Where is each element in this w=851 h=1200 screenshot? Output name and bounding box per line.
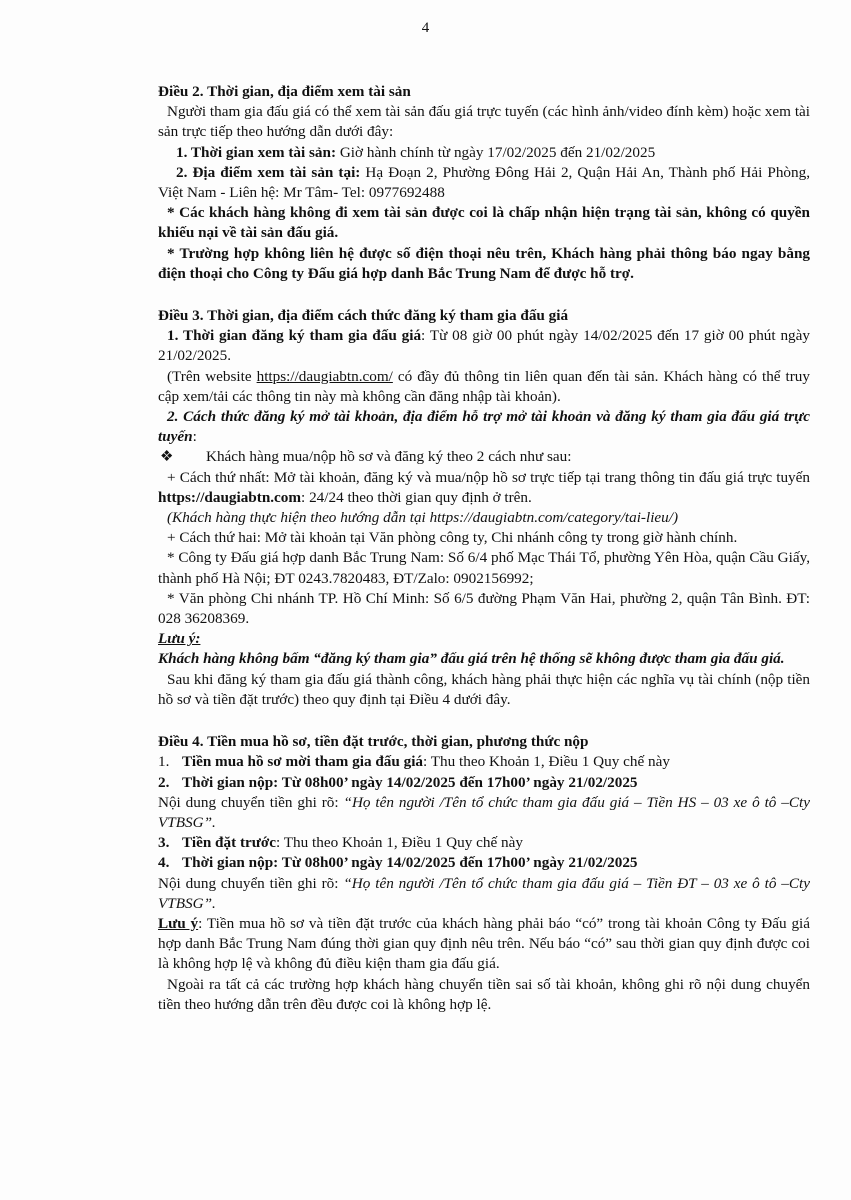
- article-3-note-label: Lưu ý:: [158, 630, 201, 648]
- article-4-note: Lưu ý: Tiền mua hồ sơ và tiền đặt trước của khách hàng phải báo “có” trong tài khoản Công ty Đấu giá hợp danh Bắc Trung Nam đúng thời gian quy định nêu trên. Nếu báo “có” sau thời gian quy định được coi là không hợp lệ và không đủ điều kiện tham gia đấu giá.: [158, 914, 810, 973]
- view-note-2: * Trường hợp không liên hệ được số điện thoại nêu trên, Khách hàng phải thông báo ngay bằng điện thoại cho Công ty Đấu giá hợp danh Bắc Trung Nam để được hỗ trợ.: [158, 244, 810, 282]
- article-3-heading: Điều 3. Thời gian, địa điểm cách thức đăng ký tham gia đấu giá: [158, 307, 569, 325]
- fee-item-1: 1. Tiền mua hồ sơ mời tham gia đấu giá: Thu theo Khoản 1, Điều 1 Quy chế này: [158, 753, 670, 771]
- fee-item-2-content: Nội dung chuyển tiền ghi rõ: “Họ tên người /Tên tổ chức tham gia đấu giá – Tiền HS – 03 xe ô tô –Cty VTBSG”.: [158, 793, 810, 831]
- fee-item-3: 3. Tiền đặt trước: Thu theo Khoản 1, Điều 1 Quy chế này: [158, 834, 523, 852]
- page-number: 4: [421, 20, 430, 36]
- registration-time: 1. Thời gian đăng ký tham gia đấu giá: Từ 08 giờ 00 phút ngày 14/02/2025 đến 17 giờ 00 phút ngày 21/02/2025.: [158, 327, 810, 365]
- fee-item-4-content: Nội dung chuyển tiền ghi rõ: “Họ tên người /Tên tổ chức tham gia đấu giá – Tiền ĐT – 03 xe ô tô –Cty VTBSG”.: [158, 874, 810, 912]
- fee-item-4: 4. Thời gian nộp: Từ 08h00’ ngày 14/02/2025 đến 17h00’ ngày 21/02/2025: [158, 854, 638, 872]
- fee-item-2: 2. Thời gian nộp: Từ 08h00’ ngày 14/02/2025 đến 17h00’ ngày 21/02/2025: [158, 773, 638, 791]
- website-link[interactable]: https://daugiabtn.com/: [256, 367, 393, 385]
- article-3-note: Khách hàng không bấm “đăng ký tham gia” đấu giá trên hệ thống sẽ không được tham gia đấu giá.: [158, 650, 785, 668]
- view-place: 2. Địa điểm xem tài sản tại: Hạ Đoạn 2, Phường Đông Hải 2, Quận Hải An, Thành phố Hải Phòng, Việt Nam - Liên hệ: Mr Tâm- Tel: 0977692488: [158, 163, 810, 202]
- view-time: 1. Thời gian xem tài sản: Giờ hành chính từ ngày 17/02/2025 đến 21/02/2025: [176, 143, 656, 161]
- view-note-1: * Các khách hàng không đi xem tài sản được coi là chấp nhận hiện trạng tài sản, không có quyền khiếu nại về tài sản đấu giá.: [158, 204, 810, 242]
- hcm-branch: * Văn phòng Chi nhánh TP. Hồ Chí Minh: Số 6/5 đường Phạm Văn Hai, phường 2, quận Tân Bình. ĐT: 028 36208369.: [158, 589, 810, 628]
- article-3-after: Sau khi đăng ký tham gia đấu giá thành công, khách hàng phải thực hiện các nghĩa vụ tài chính (nộp tiền hồ sơ và tiền đặt trước) theo quy định tại Điều 4 dưới đây.: [158, 670, 810, 708]
- registration-way-1: + Cách thứ nhất: Mở tài khoản, đăng ký và mua/nộp hồ sơ trực tiếp tại trang thông tin đấu giá trực tuyến https://daugiabtn.com: 24/24 theo thời gian quy định ở trên.: [158, 468, 810, 506]
- article-2-intro: Người tham gia đấu giá có thể xem tài sản đấu giá trực tuyến (các hình ảnh/video đính kèm) hoặc xem tài sản trực tiếp theo hướng dẫn dưới đây:: [158, 103, 810, 141]
- registration-way-2: + Cách thứ hai: Mở tài khoản tại Văn phòng công ty, Chi nhánh công ty trong giờ hành chính.: [167, 529, 738, 547]
- head-office: * Công ty Đấu giá hợp danh Bắc Trung Nam: Số 6/4 phố Mạc Thái Tổ, phường Yên Hòa, quận Cầu Giấy, thành phố Hà Nội; ĐT 0243.7820483, ĐT/Zalo: 0902156992;: [158, 549, 810, 587]
- article-2-heading: Điều 2. Thời gian, địa điểm xem tài sản: [158, 83, 411, 100]
- registration-bullet: ❖ Khách hàng mua/nộp hồ sơ và đăng ký theo 2 cách như sau:: [158, 447, 810, 467]
- registration-method-heading: 2. Cách thức đăng ký mở tài khoản, địa điểm hỗ trợ mở tài khoản và đăng ký tham gia đấu giá trực tuyến:: [158, 408, 810, 446]
- diamond-bullet-icon: ❖: [160, 448, 174, 466]
- document-body: [158, 82, 810, 1015]
- website-info: (Trên website https://daugiabtn.com/ có đầy đủ thông tin liên quan đến tài sản. Khách hàng có thể truy cập xem/tải các thông tin này mà không cần đăng nhập tài khoản).: [158, 367, 810, 405]
- registration-guide: (Khách hàng thực hiện theo hướng dẫn tại https://daugiabtn.com/category/tai-lieu/): [167, 509, 679, 527]
- article-4-other: Ngoài ra tất cả các trường hợp khách hàng chuyển tiền sai số tài khoản, không ghi rõ nội dung chuyển tiền theo hướng dẫn trên đều được coi là không hợp lệ.: [158, 975, 810, 1013]
- article-4-heading: Điều 4. Tiền mua hồ sơ, tiền đặt trước, thời gian, phương thức nộp: [158, 733, 589, 751]
